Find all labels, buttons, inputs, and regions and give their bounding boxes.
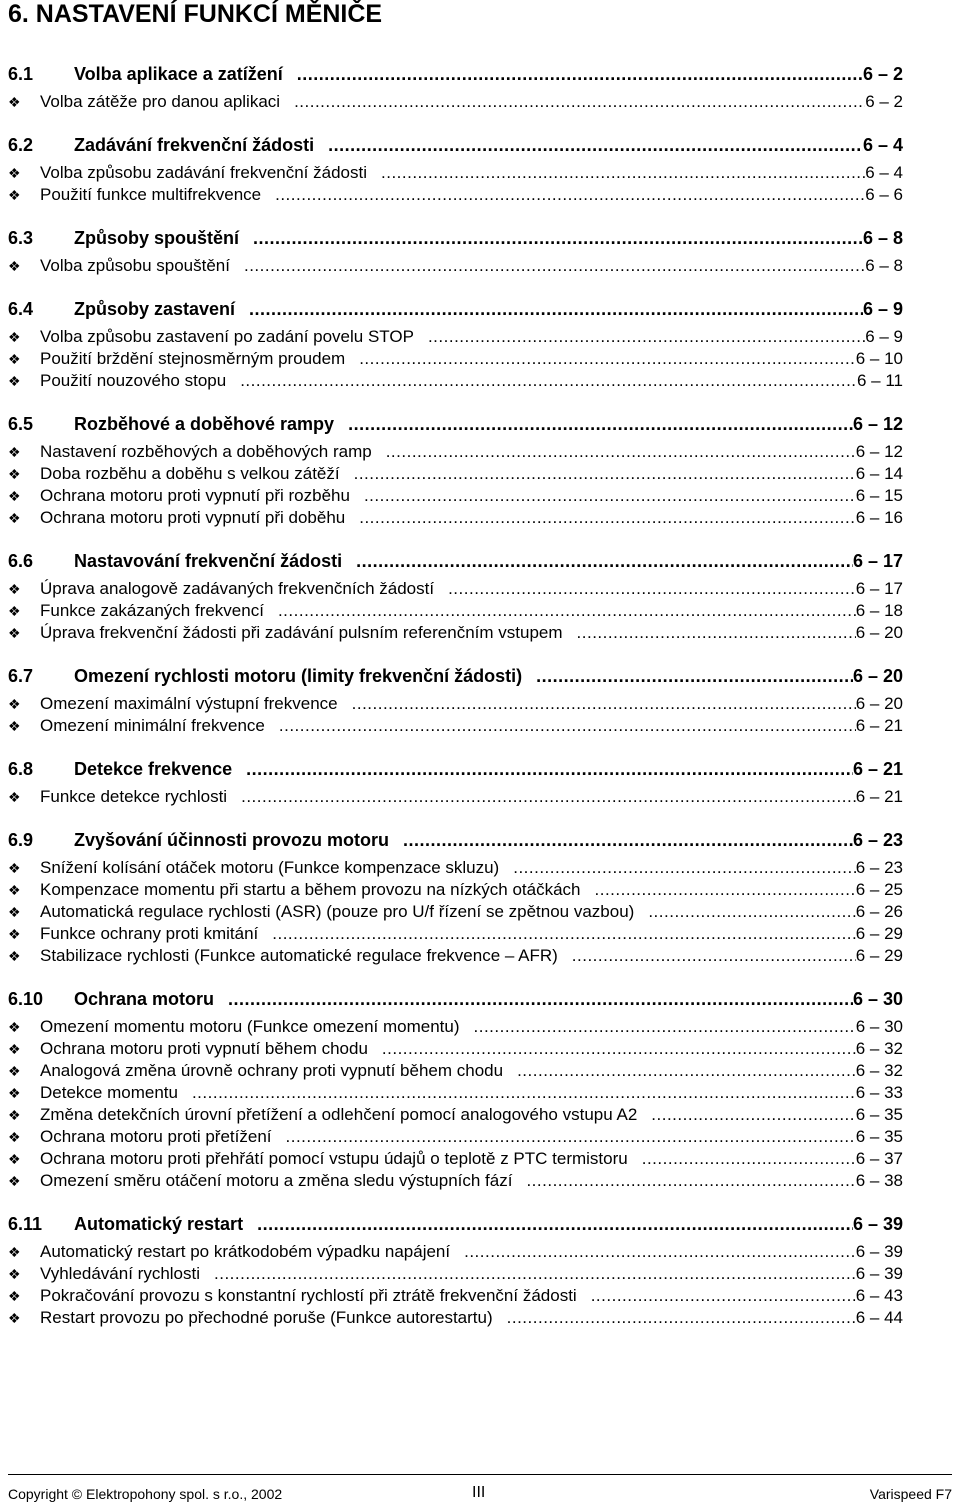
toc-item-title: Použití brždění stejnosměrným proudem [40,349,346,368]
diamond-bullet-icon: ❖ [8,1063,21,1079]
toc-item-row[interactable] [8,1083,903,1107]
dot-leader [356,551,853,572]
toc-section-row[interactable] [8,299,903,323]
toc-page-reference: 6 – 6 [865,185,903,204]
dot-leader [241,787,856,807]
diamond-bullet-icon: ❖ [8,789,21,805]
toc-item-title: Detekce momentu [40,1083,178,1102]
dot-leader [240,371,857,391]
toc-page-reference: 6 – 2 [865,92,903,111]
dot-leader [348,414,853,435]
diamond-bullet-icon: ❖ [8,1151,21,1167]
dot-leader [403,830,853,851]
toc-item-title: Funkce zakázaných frekvencí [40,601,264,620]
toc-item-row[interactable] [8,601,903,625]
toc-item-title: Omezení momentu motoru (Funkce omezení momentu) [40,1017,460,1036]
toc-page-reference: 6 – 44 [855,1308,903,1327]
diamond-bullet-icon: ❖ [8,187,21,203]
toc-page-reference: 6 – 2 [862,64,903,84]
toc-section-title: Automatický restart [74,1214,244,1234]
toc-page-reference: 6 – 37 [855,1149,903,1168]
dot-leader [364,486,856,506]
toc-item-title: Vyhledávání rychlosti [40,1264,201,1283]
diamond-bullet-icon: ❖ [8,444,21,460]
dot-leader [286,1127,856,1147]
dot-leader [354,464,856,484]
toc-page-reference: 6 – 21 [855,716,903,735]
toc-page-reference: 6 – 25 [855,880,903,899]
toc-section-row[interactable] [8,1214,903,1238]
toc-section-number: 6.9 [8,830,34,850]
toc-item-row[interactable] [8,1149,903,1173]
toc-item-title: Doba rozběhu a doběhu s velkou zátěží [40,464,340,483]
toc-page-reference: 6 – 30 [855,1017,903,1036]
toc-page-reference: 6 – 8 [862,228,903,248]
dot-leader [228,989,853,1010]
toc-page-reference: 6 – 4 [865,163,903,182]
toc-item-title: Analogová změna úrovně ochrany proti vypnutí během chodu [40,1061,504,1080]
toc-section-title: Omezení rychlosti motoru (limity frekvenční žádosti) [74,666,523,686]
toc-item-row[interactable] [8,1308,903,1332]
diamond-bullet-icon: ❖ [8,1310,21,1326]
diamond-bullet-icon: ❖ [8,373,21,389]
toc-item-row[interactable] [8,1105,903,1129]
diamond-bullet-icon: ❖ [8,926,21,942]
diamond-bullet-icon: ❖ [8,581,21,597]
toc-page-reference: 6 – 39 [855,1242,903,1261]
toc-section-title: Ochrana motoru [74,989,215,1009]
dot-leader [536,666,853,687]
dot-leader [517,1061,856,1081]
dot-leader [526,1171,855,1191]
toc-section-row[interactable] [8,228,903,252]
diamond-bullet-icon: ❖ [8,1288,21,1304]
toc-page-reference: 6 – 29 [855,924,903,943]
diamond-bullet-icon: ❖ [8,488,21,504]
toc-item-title: Pokračování provozu s konstantní rychlostí při ztrátě frekvenční žádosti [40,1286,577,1305]
toc-page-reference: 6 – 32 [855,1061,903,1080]
diamond-bullet-icon: ❖ [8,882,21,898]
toc-page-reference: 6 – 39 [852,1214,903,1234]
dot-leader [257,1214,853,1235]
toc-section-number: 6.10 [8,989,44,1009]
toc-section-title: Způsoby zastavení [74,299,236,319]
toc-item-title: Úprava analogově zadávaných frekvenčních žádostí [40,579,435,598]
toc-item-title: Ochrana motoru proti přetížení [40,1127,272,1146]
toc-section-title: Rozběhové a doběhové rampy [74,414,335,434]
dot-leader [297,64,863,85]
toc-item-title: Funkce ochrany proti kmitání [40,924,259,943]
toc-page-reference: 6 – 4 [862,135,903,155]
toc-item-row[interactable] [8,924,903,948]
dot-leader [464,1242,856,1262]
toc-item-title: Funkce detekce rychlosti [40,787,228,806]
toc-page-reference: 6 – 17 [855,579,903,598]
toc-item-row[interactable] [8,880,903,904]
dot-leader [474,1017,856,1037]
toc-item-row[interactable] [8,1171,903,1195]
toc-section-number: 6.8 [8,759,34,779]
toc-page-reference: 6 – 10 [855,349,903,368]
dot-leader [253,228,863,249]
footer-product-name: Varispeed F7 [869,1486,952,1502]
toc-section-title: Zvyšování účinnosti provozu motoru [74,830,390,850]
dot-leader [359,508,856,528]
dot-leader [272,924,855,944]
toc-section-title: Zadávání frekvenční žádosti [74,135,315,155]
toc-item-title: Volba způsobu zadávání frekvenční žádosti [40,163,367,182]
toc-item-row[interactable] [8,1286,903,1310]
toc-item-row[interactable] [8,902,903,926]
diamond-bullet-icon: ❖ [8,625,21,641]
toc-item-row[interactable] [8,623,903,647]
toc-section-row[interactable] [8,666,903,690]
toc-page-reference: 6 – 15 [855,486,903,505]
toc-item-title: Automatický restart po krátkodobém výpadku napájení [40,1242,451,1261]
dot-leader [294,92,865,112]
toc-item-title: Změna detekčních úrovní přetížení a odlehčení pomocí analogového vstupu A2 [40,1105,638,1124]
footer-copyright: Copyright © Elektropohony spol. s r.o., 2002 [8,1486,283,1502]
toc-page-reference: 6 – 21 [852,759,903,779]
toc-item-row[interactable] [8,442,903,466]
toc-section-number: 6.5 [8,414,34,434]
diamond-bullet-icon: ❖ [8,696,21,712]
toc-section-title: Nastavování frekvenční žádosti [74,551,343,571]
toc-section-number: 6.1 [8,64,34,84]
toc-item-title: Stabilizace rychlosti (Funkce automatické regulace frekvence – AFR) [40,946,558,965]
toc-section-number: 6.3 [8,228,34,248]
toc-section-row[interactable] [8,135,903,159]
diamond-bullet-icon: ❖ [8,165,21,181]
toc-item-title: Ochrana motoru proti vypnutí při rozběhu [40,486,350,505]
toc-section-number: 6.6 [8,551,34,571]
toc-section-row[interactable] [8,551,903,575]
dot-leader [352,694,856,714]
toc-page-reference: 6 – 43 [855,1286,903,1305]
diamond-bullet-icon: ❖ [8,329,21,345]
dot-leader [577,623,856,643]
toc-item-row[interactable] [8,1127,903,1151]
dot-leader [428,327,865,347]
diamond-bullet-icon: ❖ [8,904,21,920]
toc-item-title: Restart provozu po přechodné poruše (Funkce autorestartu) [40,1308,493,1327]
dot-leader [386,442,856,462]
dot-leader [275,185,865,205]
toc-section-title: Způsoby spouštění [74,228,240,248]
toc-page-reference: 6 – 26 [855,902,903,921]
diamond-bullet-icon: ❖ [8,603,21,619]
page-title: 6. NASTAVENÍ FUNKCÍ MĚNIČE [8,0,383,28]
toc-page-reference: 6 – 23 [855,858,903,877]
footer-divider [8,1474,952,1475]
dot-leader [595,880,856,900]
dot-leader [381,163,865,183]
diamond-bullet-icon: ❖ [8,948,21,964]
toc-page-reference: 6 – 12 [855,442,903,461]
dot-leader [214,1264,856,1284]
toc-page-reference: 6 – 20 [855,694,903,713]
toc-item-title: Omezení minimální frekvence [40,716,265,735]
dot-leader [591,1286,856,1306]
toc-item-row[interactable] [8,464,903,488]
dot-leader [648,902,855,922]
toc-section-number: 6.2 [8,135,34,155]
toc-item-title: Volba zátěže pro danou aplikaci [40,92,281,111]
toc-item-row[interactable] [8,349,903,373]
toc-item-title: Volba způsobu spouštění [40,256,230,275]
dot-leader [328,135,863,156]
toc-section-row[interactable] [8,414,903,438]
dot-leader [359,349,856,369]
diamond-bullet-icon: ❖ [8,510,21,526]
diamond-bullet-icon: ❖ [8,1107,21,1123]
toc-item-row[interactable] [8,92,903,116]
dot-leader [507,1308,856,1328]
dot-leader [382,1039,856,1059]
toc-page-reference: 6 – 30 [852,989,903,1009]
toc-page-reference: 6 – 21 [855,787,903,806]
toc-page-reference: 6 – 8 [865,256,903,275]
toc-item-row[interactable] [8,508,903,532]
toc-item-row[interactable] [8,946,903,970]
dot-leader [651,1105,855,1125]
toc-page-reference: 6 – 38 [855,1171,903,1190]
diamond-bullet-icon: ❖ [8,1173,21,1189]
toc-item-title: Použití nouzového stopu [40,371,227,390]
toc-page-reference: 6 – 35 [855,1105,903,1124]
toc-page-reference: 6 – 12 [852,414,903,434]
toc-section-row[interactable] [8,989,903,1013]
dot-leader [244,256,865,276]
diamond-bullet-icon: ❖ [8,718,21,734]
diamond-bullet-icon: ❖ [8,1041,21,1057]
dot-leader [279,716,856,736]
toc-item-row[interactable] [8,694,903,718]
toc-section-title: Volba aplikace a zatížení [74,64,283,84]
diamond-bullet-icon: ❖ [8,466,21,482]
toc-item-row[interactable] [8,371,903,395]
dot-leader [642,1149,856,1169]
toc-item-title: Snížení kolísání otáček motoru (Funkce kompenzace skluzu) [40,858,500,877]
diamond-bullet-icon: ❖ [8,258,21,274]
dot-leader [572,946,856,966]
toc-page-reference: 6 – 33 [855,1083,903,1102]
toc-item-title: Omezení maximální výstupní frekvence [40,694,338,713]
toc-item-row[interactable] [8,858,903,882]
diamond-bullet-icon: ❖ [8,94,21,110]
toc-section-row[interactable] [8,64,903,88]
diamond-bullet-icon: ❖ [8,1244,21,1260]
toc-item-title: Nastavení rozběhových a doběhových ramp [40,442,372,461]
toc-section-row[interactable] [8,830,903,854]
toc-item-title: Volba způsobu zastavení po zadání povelu STOP [40,327,414,346]
toc-item-row[interactable] [8,486,903,510]
toc-page-reference: 6 – 11 [856,371,903,390]
diamond-bullet-icon: ❖ [8,1019,21,1035]
toc-item-row[interactable] [8,185,903,209]
toc-page-reference: 6 – 18 [855,601,903,620]
toc-item-row[interactable] [8,256,903,280]
diamond-bullet-icon: ❖ [8,351,21,367]
diamond-bullet-icon: ❖ [8,1266,21,1282]
toc-page-reference: 6 – 23 [852,830,903,850]
diamond-bullet-icon: ❖ [8,860,21,876]
toc-item-row[interactable] [8,163,903,187]
toc-page-reference: 6 – 20 [855,623,903,642]
toc-section-number: 6.4 [8,299,34,319]
toc-item-title: Ochrana motoru proti vypnutí při doběhu [40,508,346,527]
toc-item-row[interactable] [8,1242,903,1266]
toc-page-reference: 6 – 9 [865,327,903,346]
footer-page-number: III [472,1484,486,1501]
toc-item-title: Ochrana motoru proti vypnutí během chodu [40,1039,368,1058]
dot-leader [513,858,856,878]
toc-item-row[interactable] [8,787,903,811]
toc-section-number: 6.7 [8,666,34,686]
toc-item-row[interactable] [8,579,903,603]
toc-item-title: Omezení směru otáčení motoru a změna sledu výstupních fází [40,1171,513,1190]
toc-page-reference: 6 – 29 [855,946,903,965]
toc-item-row[interactable] [8,716,903,740]
toc-item-row[interactable] [8,1039,903,1063]
toc-item-title: Úprava frekvenční žádosti při zadávání pulsním referenčním vstupem [40,623,563,642]
toc-page-reference: 6 – 16 [855,508,903,527]
dot-leader [192,1083,856,1103]
toc-item-row[interactable] [8,1017,903,1041]
toc-page-reference: 6 – 14 [855,464,903,483]
toc-item-row[interactable] [8,1264,903,1288]
dot-leader [448,579,856,599]
toc-item-title: Automatická regulace rychlosti (ASR) (pouze pro U/f řízení se zpětnou vazbou) [40,902,635,921]
diamond-bullet-icon: ❖ [8,1129,21,1145]
toc-section-title: Detekce frekvence [74,759,233,779]
toc-item-title: Použití funkce multifrekvence [40,185,262,204]
toc-section-row[interactable] [8,759,903,783]
dot-leader [246,759,853,780]
toc-item-row[interactable] [8,1061,903,1085]
toc-item-title: Kompenzace momentu při startu a během provozu na nízkých otáčkách [40,880,581,899]
toc-page-reference: 6 – 20 [852,666,903,686]
toc-page-reference: 6 – 17 [852,551,903,571]
toc-item-title: Ochrana motoru proti přehřátí pomocí vstupu údajů o teplotě z PTC termistoru [40,1149,628,1168]
toc-item-row[interactable] [8,327,903,351]
toc-page-reference: 6 – 39 [855,1264,903,1283]
toc-page-reference: 6 – 32 [855,1039,903,1058]
toc-page-reference: 6 – 35 [855,1127,903,1146]
dot-leader [249,299,863,320]
toc-page-reference: 6 – 9 [862,299,903,319]
dot-leader [278,601,856,621]
diamond-bullet-icon: ❖ [8,1085,21,1101]
toc-section-number: 6.11 [8,1214,43,1234]
